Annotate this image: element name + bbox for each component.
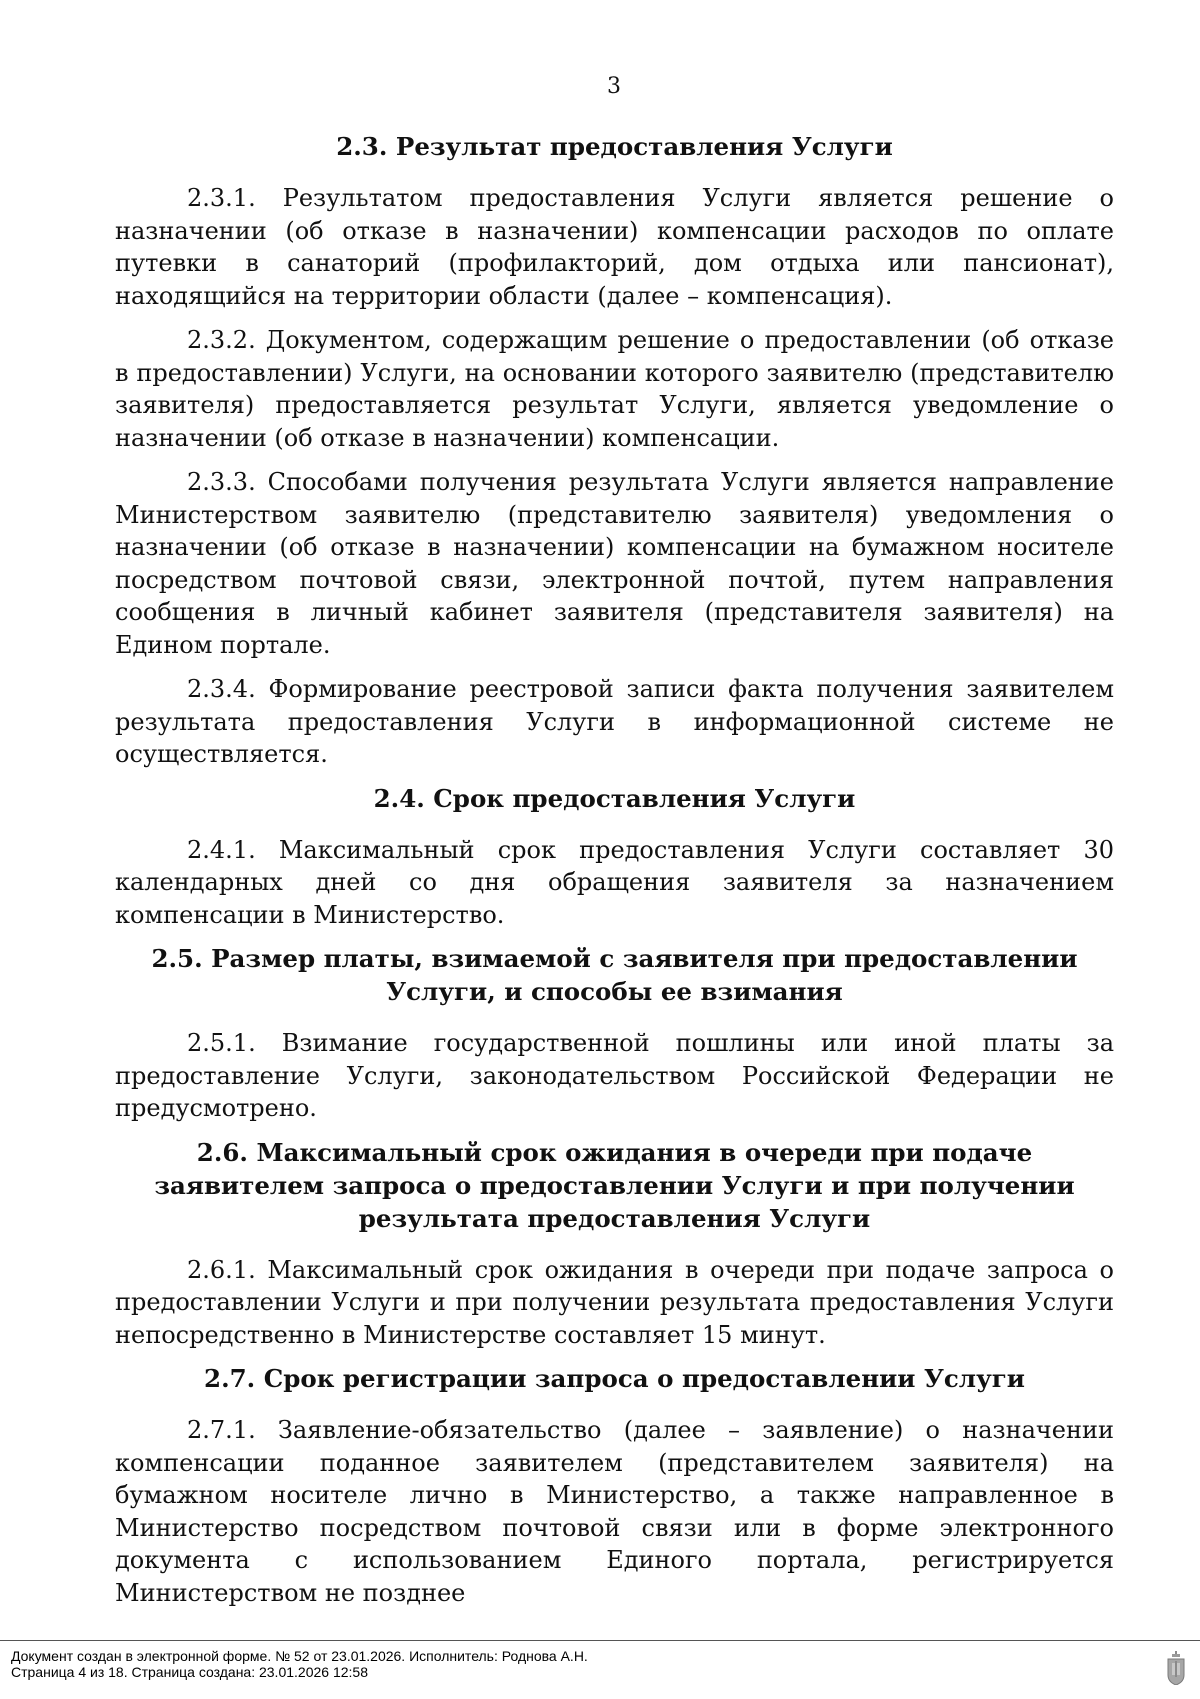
paragraph: 2.6.1. Максимальный срок ожидания в очереди при подаче запроса о предоставлении Услуги и при получении результата предоставления Услуги непосредственно в Министерстве составляет 15 минут. (115, 1255, 1114, 1349)
document-footer (0, 1640, 1200, 1699)
paragraph: 2.3.4. Формирование реестровой записи факта получения заявителем результата предоставления Услуги в информационной системе не осуществляется. (115, 675, 1114, 768)
footer-document-info: Документ создан в электронной форме. № 52 от 23.01.2026. Исполнитель: Роднова А.Н. (11, 1648, 588, 1664)
paragraph: 2.4.1. Максимальный срок предоставления Услуги составляет 30 календарных дней со дня обращения заявителя за назначением компенсации в Министерство. (115, 835, 1114, 929)
paragraph: 2.3.1. Результатом предоставления Услуги является решение о назначении (об отказе в назначении) компенсации расходов по оплате путевки в санаторий (профилакторий, дом отдыха или пансионат), находящийся на территории области (далее – компенсация). (115, 184, 1114, 310)
footer-text (11, 1648, 588, 1680)
section-heading: 2.3. Результат предоставления Услуги (336, 132, 893, 161)
footer-page-info: Страница 4 из 18. Страница создана: 23.01.2026 12:58 (11, 1664, 368, 1680)
paragraph: 2.5.1. Взимание государственной пошлины или иной платы за предоставление Услуги, законодательством Российской Федерации не предусмотрено. (115, 1029, 1114, 1122)
paragraph: 2.3.2. Документом, содержащим решение о предоставлении (об отказе в предоставлении) Услуги, на основании которого заявителю (представителю заявителя) предоставляется результат Услуги, является уведомление о назначении (об отказе в назначении) компенсации. (115, 326, 1114, 452)
section-heading: 2.4. Срок предоставления Услуги (373, 783, 856, 813)
paragraph: 2.7.1. Заявление-обязательство (далее – заявление) о назначении компенсации поданное заявителем (представителем заявителя) на бумажном носителе лично в Министерство, а также направленное в Министерство посредством почтовой связи или в форме электронного документа с использованием Единого портала, регистрируется Министерством не позднее (115, 1416, 1114, 1607)
section-heading: 2.5. Размер платы, взимаемой с заявителя при предоставлении Услуги, и способы ее взимания (151, 944, 1078, 1006)
section-heading: 2.7. Срок регистрации запроса о предоставлении Услуги (204, 1364, 1025, 1393)
page-number: 3 (607, 74, 621, 99)
paragraph: 2.3.3. Способами получения результата Услуги является направление Министерством заявителю (представителю заявителя) уведомления о назначении (об отказе в назначении) компенсации на бумажном носителе посредством почтовой связи, электронной почтой, путем направления сообщения в личный кабинет заявителя (представителя заявителя) на Едином портале. (115, 468, 1114, 659)
coat-of-arms-icon (1166, 1651, 1186, 1685)
document-body (115, 130, 1114, 1621)
section-heading: 2.6. Максимальный срок ожидания в очереди при подаче заявителем запроса о предоставлении Услуги и при получении результата предоставления Услуги (154, 1137, 1075, 1233)
